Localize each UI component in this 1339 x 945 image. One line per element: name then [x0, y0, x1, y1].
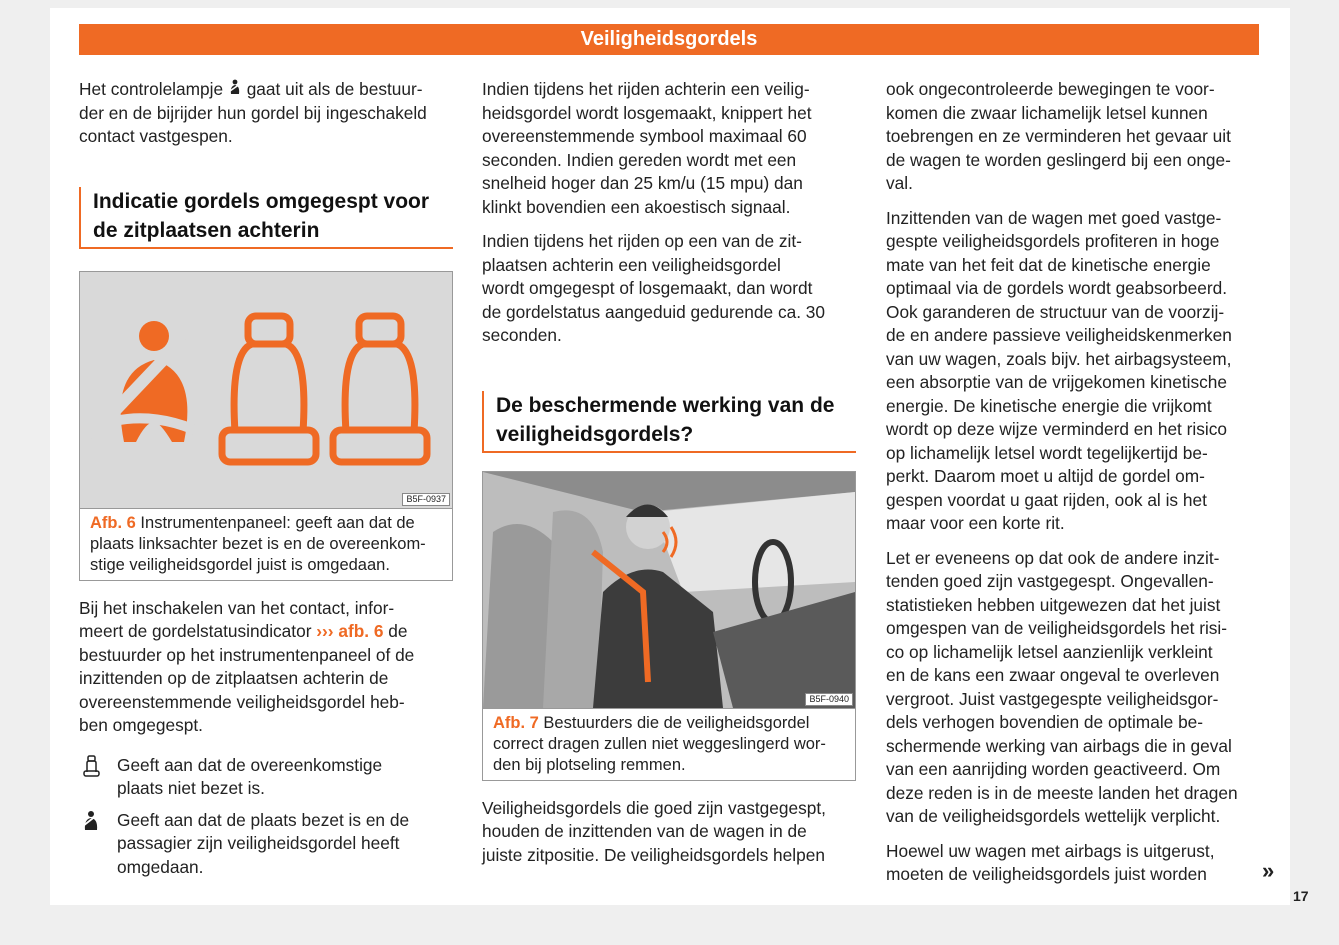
symbol-list	[79, 754, 459, 880]
section-heading: De beschermende werking van de veiligheidsgordels?	[482, 391, 856, 453]
list-item-text: Geeft aan dat de plaats bezet is en de passagier zijn veiligheidsgordel heeft omgedaan.	[117, 809, 410, 877]
paragraph-text: de bestuurder op het instrumentenpaneel of de inzittenden op de zitplaatsen achterin de overeenstemmende veiligheidsgordel heb- ben omgegespt.	[79, 621, 415, 735]
intro-paragraph	[79, 78, 459, 149]
figure-caption	[80, 509, 452, 580]
column-2	[482, 78, 862, 878]
section-heading: Indicatie gordels omgegespt voor de zitplaatsen achterin	[79, 187, 453, 249]
figure-6	[79, 271, 453, 581]
list-item	[79, 809, 459, 880]
list-item-text: Geeft aan dat de overeenkomstige plaats niet bezet is.	[117, 754, 383, 798]
figure-label: Afb. 6	[90, 513, 136, 532]
seatbelt-icon	[228, 79, 242, 95]
caption-text: Instrumentenpaneel: geeft aan dat de plaats linksachter bezet is en de overeenkom- stige veiligheidsgordel juist is omgedaan.	[90, 513, 426, 574]
intro-text: Het controlelampje	[79, 79, 228, 99]
figure-code: B5F-0940	[805, 693, 853, 706]
paragraph: Hoewel uw wagen met airbags is uitgerust, moeten de veiligheidsgordels juist worden	[886, 840, 1215, 884]
column-1	[79, 78, 459, 887]
paragraph: Veiligheidsgordels die goed zijn vastgegespt, houden de inzittenden van de wagen in de juiste zitpositie. De veiligheidsgordels helpen	[482, 797, 826, 865]
belted-person-icon	[79, 809, 103, 833]
caption-text: Bestuurders die de veiligheidsgordel correct dragen zullen niet weggeslingerd wor- den bij plotseling remmen.	[493, 713, 826, 774]
empty-seat-icon	[79, 754, 103, 778]
column-3	[886, 78, 1266, 898]
paragraph: ook ongecontroleerde bewegingen te voor- komen die zwaar lichamelijk letsel kunnen toebrengen en ze verminderen het gevaar uit de wagen te worden geslingerd bij een onge- val.	[886, 79, 1231, 193]
paragraph: Indien tijdens het rijden op een van de zit- plaatsen achterin een veiligheidsgordel wordt omgegespt of losgemaakt, dan wordt de gordelstatus aangeduid gedurende ca. 30 seconden.	[482, 231, 826, 345]
figure-7	[482, 471, 856, 781]
intro-text: gaat uit als de bestuur- der en de bijrijder hun gordel bij ingeschakeld contact vastgespen.	[79, 79, 427, 146]
paragraph: Inzittenden van de wagen met goed vastge- gespte veiligheidsgordels profiteren in hoge mate van het feit dat de kinetische energie optimaal via de gordels wordt geabsorbeerd. Ook garanderen de structuur van de voorzij- de en andere passieve veiligheidskenmerken van uw wagen, zoals bijv. het airbagsysteem, een absorptie van de vrijgekomen kinetische energie. De kinetische energie die vrijkomt wordt op deze wijze verminderd en het risico op lichamelijk letsel wordt tegelijkertijd be- perkt. Daarom moet u altijd de gordel om- gespen voordat u gaat rijden, ook al is het maar voor een korte rit.	[886, 207, 1232, 533]
paragraph: Let er eveneens op dat ook de andere inzit- tenden goed zijn vastgegespt. Ongevallen- statistieken hebben uitgewezen dat het juist omgespen van de veiligheidsgordels het risi- co op lichamelijk letsel aanzienlijk verkleint en de kans een zwaar ongeval te overleven vergroot. Juist vastgegespte veiligheidsgor- dels verhogen bovendien de optimale be- schermende werking van airbags die in geval van een aanrijding worden geactiveerd. Om deze reden is in de meeste landen het dragen van de veiligheidsgordels wettelijk verplicht.	[886, 547, 1238, 826]
figure-code: B5F-0937	[402, 493, 450, 506]
seat-status-icons	[80, 272, 452, 508]
list-item	[79, 754, 459, 801]
paragraph: Indien tijdens het rijden achterin een veilig- heidsgordel wordt losgemaakt, knippert het overeenstemmende symbool maximaal 60 seconden. Indien gereden wordt met een snelheid hoger dan 25 km/u (15 mpu) dan klinkt bovendien een akoestisch signaal.	[482, 79, 812, 217]
page-number: 17	[1293, 888, 1309, 904]
driver-illustration	[483, 472, 855, 708]
paragraph-text: Bij het inschakelen van het contact, infor- meert de gordelstatusindicator	[79, 597, 395, 641]
figure-link[interactable]: ››› afb. 6	[316, 621, 384, 641]
section-header: Veiligheidsgordels	[79, 24, 1259, 55]
driver-seatbelt-photo	[483, 472, 855, 709]
figure-caption	[483, 709, 855, 780]
seat-indicator-image	[80, 272, 452, 509]
continue-marker: »	[1262, 858, 1275, 883]
figure-label: Afb. 7	[493, 713, 539, 732]
indicator-paragraph	[79, 597, 459, 738]
